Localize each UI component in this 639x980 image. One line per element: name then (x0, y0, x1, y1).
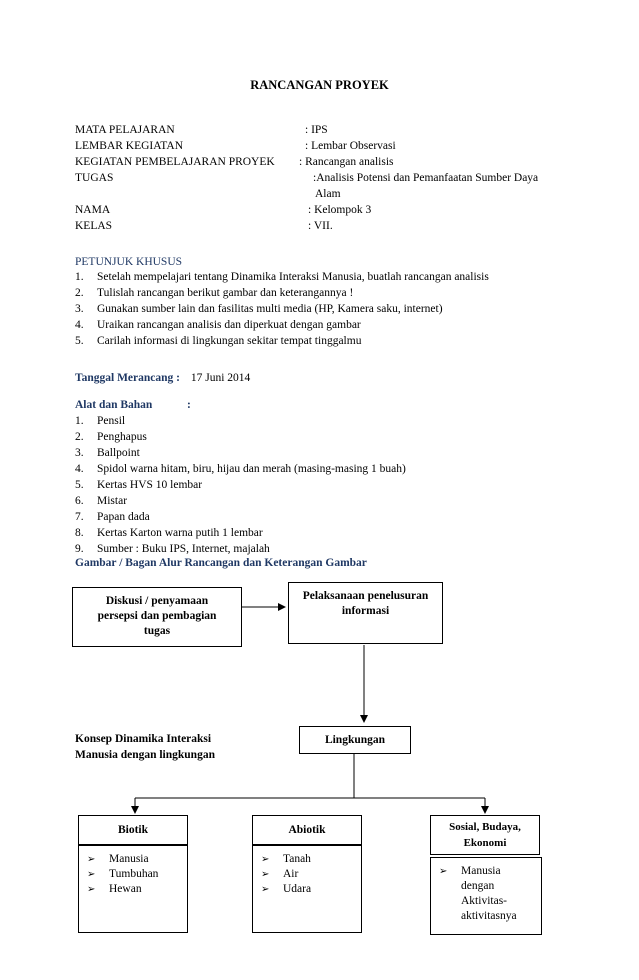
info-value-cont: Alam (315, 188, 341, 200)
list-item-cont: aktivitasnya (461, 910, 517, 922)
box-diskusi: Diskusi / penyamaan persepsi dan pembagian tugas (72, 587, 242, 647)
arrow-bullet-icon: ➢ (261, 869, 270, 880)
info-label: NAMA (75, 204, 111, 216)
arrow-bullet-icon: ➢ (261, 884, 270, 895)
list-item: ➢ Manusia (439, 865, 501, 877)
box-biotik: Biotik (78, 815, 188, 845)
box-lingkungan: Lingkungan (299, 726, 411, 754)
info-value: : Kelompok 3 (308, 204, 372, 216)
arrow-bullet-icon: ➢ (439, 866, 448, 877)
info-label: MATA PELAJARAN (75, 124, 175, 136)
info-value: : Lembar Observasi (305, 140, 396, 152)
list-item: ➢ Tumbuhan (87, 868, 159, 880)
info-label: KELAS (75, 220, 113, 232)
abiotik-list (252, 845, 362, 933)
list-item: ➢ Tanah (261, 853, 311, 865)
list-item: ➢ Manusia (87, 853, 149, 865)
list-item-cont: Aktivitas- (461, 895, 507, 907)
konsep-label: Konsep Dinamika Interaksi Manusia dengan lingkungan (75, 733, 215, 761)
list-item: ➢ Hewan (87, 883, 142, 895)
info-value: : VII. (308, 220, 333, 232)
box-abiotik: Abiotik (252, 815, 362, 845)
page-title: RANCANGAN PROYEK (250, 78, 389, 92)
info-label: TUGAS (75, 172, 114, 184)
biotik-list (78, 845, 188, 933)
info-value: : Rancangan analisis (299, 156, 394, 168)
tanggal-label: Tanggal Merancang : (75, 372, 180, 384)
alat-heading: Alat dan Bahan : (75, 399, 191, 411)
arrow-bullet-icon: ➢ (87, 884, 96, 895)
info-label: LEMBAR KEGIATAN (75, 140, 184, 152)
arrow-bullet-icon: ➢ (87, 854, 96, 865)
info-value: :Analisis Potensi dan Pemanfaatan Sumber Daya (313, 172, 539, 184)
tanggal-value: 17 Juni 2014 (190, 372, 251, 384)
list-item: ➢ Air (261, 868, 299, 880)
box-pelaksanaan: Pelaksanaan penelusuran informasi (288, 582, 443, 644)
info-label: KEGIATAN PEMBELAJARAN PROYEK (75, 156, 275, 168)
sosial-list (430, 857, 542, 935)
gambar-heading: Gambar / Bagan Alur Rancangan dan Keterangan Gambar (75, 557, 367, 569)
box-sosial: Sosial, Budaya, Ekonomi (430, 815, 540, 855)
arrow-bullet-icon: ➢ (87, 869, 96, 880)
list-item-cont: dengan (461, 880, 495, 892)
petunjuk-heading: PETUNJUK KHUSUS (75, 256, 183, 268)
arrow-bullet-icon: ➢ (261, 854, 270, 865)
list-item: ➢ Udara (261, 883, 312, 895)
info-value: : IPS (305, 124, 328, 136)
